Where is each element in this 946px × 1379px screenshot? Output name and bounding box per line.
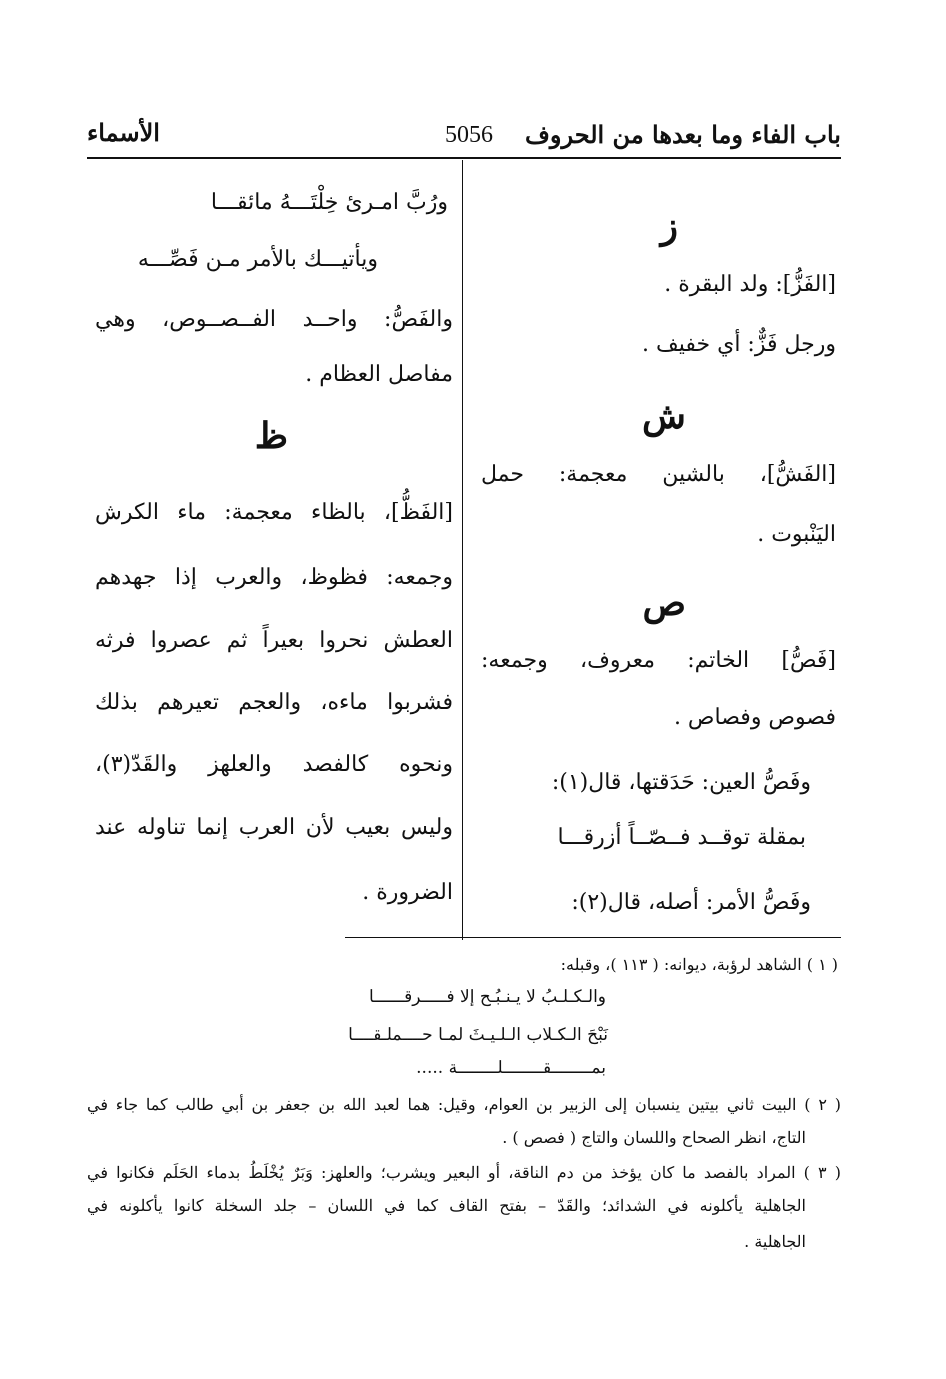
entry-line: ورجل فَزٌّ: أي خفيف . [641,332,836,357]
letter-heading-zah: ظ [254,415,288,457]
verse-line: ورُبَّ امـرئ خِلْتَـــهُ مائقـــا [210,190,448,215]
letter-heading-zay: ز [660,205,678,247]
entry-line: [الفَشُّ]، بالشين معجمة: حمل [481,462,836,487]
footnote-3-end: الجاهلية . [744,1232,806,1251]
footnote-2: ( ٢ ) البيت ثاني بيتين ينسبان إلى الزبير بن العوام، وقيل: هما لعبد الله بن جعفر بن أبي طالب كما جاء في [87,1095,842,1114]
entry-line: وليس بعيب لأن العرب إنما تناوله عند [95,815,453,840]
chapter-title: باب الفاء وما بعدها من الحروف [525,120,841,149]
footnote-verse: والـكـلـبُ لا يـنـبُـح إلا فـــــرقــــــا [369,987,606,1007]
entry-line: [فَصُّ] الخاتم: معروف، وجمعه: [481,648,836,673]
header-rule [87,157,841,159]
footnote-1: ( ١ ) الشاهد لرؤبة، ديوانه: ( ١١٣ )، وقبله: [560,955,838,974]
letter-heading-shin: ش [642,395,686,437]
entry-line: وفَصُّ الأمر: أصله، قال(٢): [571,890,811,915]
section-title: الأسماء [87,118,160,147]
footnote-3-continued: الجاهلية يأكلونه في الشدائد؛ والقَدّ – بفتح القاف كما في اللسان – جلد السخلة كانوا يأكلونه في [87,1196,806,1215]
entry-line: الضرورة . [362,880,453,905]
entry-line: والفَصُّ: واحــد الفــصــوص، وهي [95,307,453,332]
entry-line: فشربوا ماءه، والعجم تعيرهم بذلك [95,690,453,715]
footnote-verse: بمــــــــقــــــــلــــــــة ..... [416,1058,606,1078]
entry-line: [الفَزُّ]: ولد البقرة . [664,272,836,297]
footnote-verse: نَبْحَ الـكـلاب الـلـيـثَ لمـا حــــملـقــــا [348,1025,608,1045]
letter-heading-sad: ص [642,582,686,624]
entry-line: فصوص وفصاص . [673,705,836,730]
verse-line: بمقلة توقــد فــصّــاً أزرقـــا [557,825,806,850]
entry-line: [الفَظُّ]، بالظاء معجمة: ماء الكرش [95,500,453,525]
verse-line: ويأتيـــك بالأمر مـن فَصِّـــه [137,247,378,272]
entry-line: ونحوه كالفصد والعلهز والقَدّ(٣)، [95,752,453,777]
entry-line: وجمعه: فظوظ، والعرب إذا جهدهم [95,565,453,590]
footnote-2-continued: التاج، انظر الصحاح واللسان والتاج ( فصص ) . [502,1128,806,1147]
footnote-rule [345,937,841,938]
column-divider [462,160,463,940]
entry-line: مفاصل العظام . [305,362,453,387]
footnote-3: ( ٣ ) المراد بالفصد ما كان يؤخذ من دم الناقة، أو البعير ويشرب؛ والعلهز: وَبَرٌ يُخْلَطُ بدماء الحَلَم فكانوا في [87,1163,842,1182]
page-number: 5056 [445,122,493,148]
entry-line: اليَنْبوت . [757,522,836,547]
entry-line: العطش نحروا بعيراً ثم عصروا فرثه [95,628,453,653]
entry-line: وفَصُّ العين: حَدَقتها، قال(١): [551,770,811,795]
